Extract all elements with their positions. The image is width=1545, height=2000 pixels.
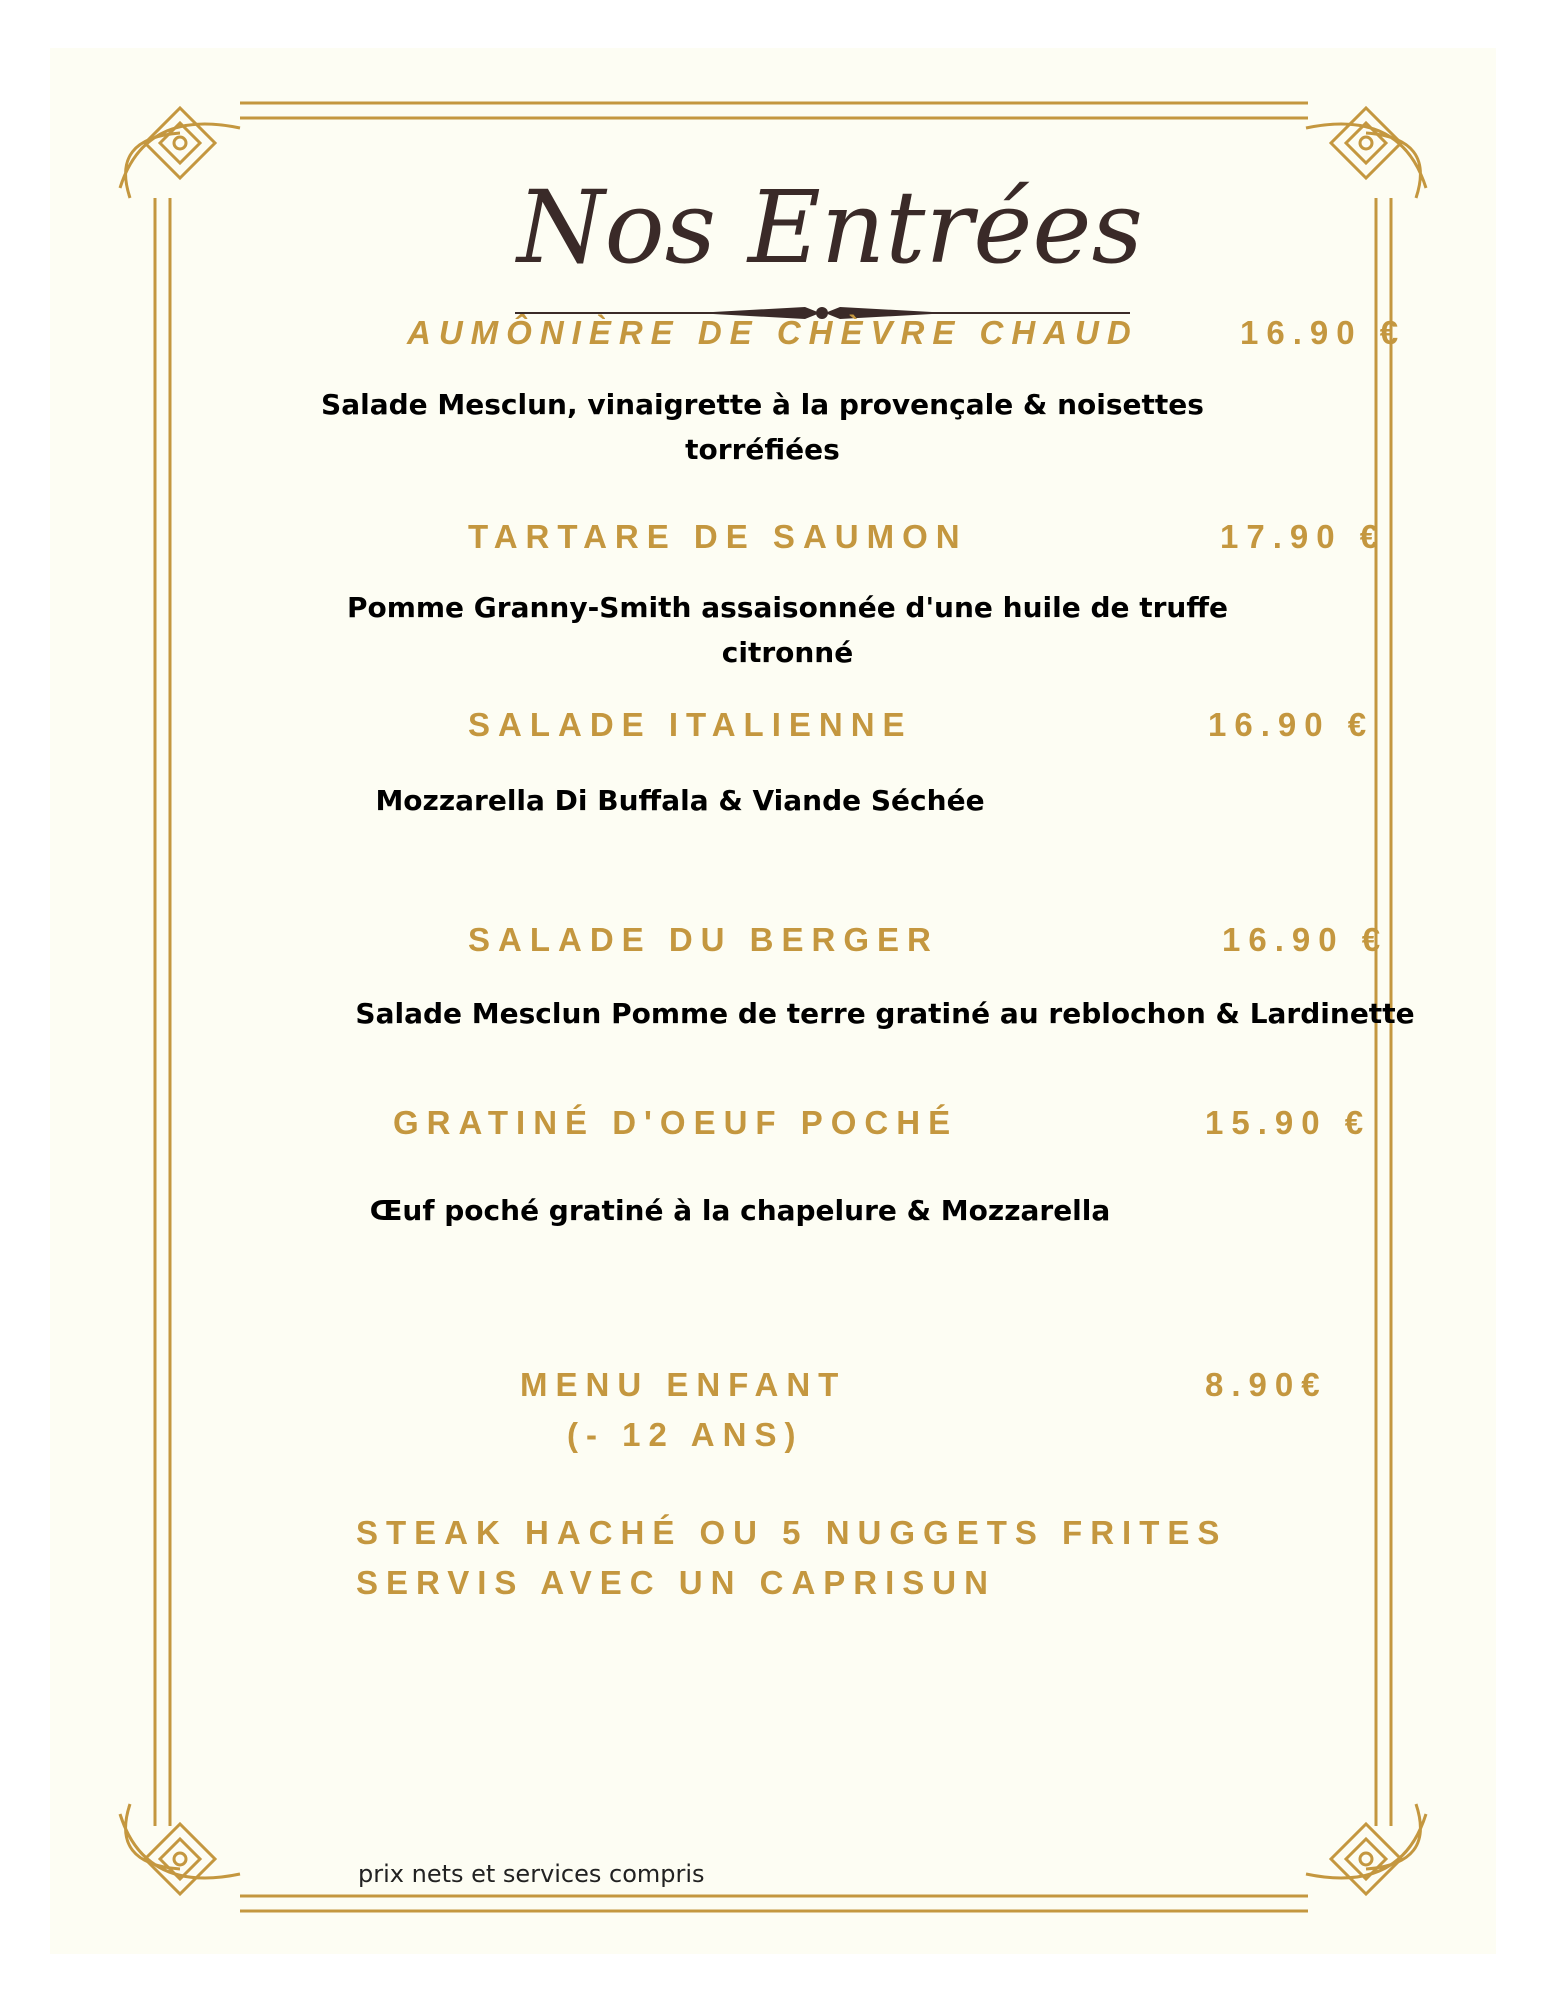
kids-menu-name: MENU ENFANT [520,1366,847,1403]
dish-price-berger: 16.90 € [1222,921,1389,958]
dish-name-saumon: TARTARE DE SAUMON [468,518,968,555]
dish-price-chevre: 16.90 € [1240,314,1407,351]
dish-name-chevre: AUMÔNIÈRE DE CHÈVRE CHAUD [407,314,1139,351]
footer-note: prix nets et services compris [358,1860,705,1888]
kids-menu-price: 8.90€ [1205,1366,1328,1403]
dish-name-italienne: SALADE ITALIENNE [468,706,913,743]
dish-description-berger: Salade Mesclun Pomme de terre gratiné au reblochon & Lardinette [355,997,1415,1030]
kids-menu-age: (- 12 ANS) [567,1416,804,1453]
dish-name-berger: SALADE DU BERGER [468,921,939,958]
dish-price-saumon: 17.90 € [1220,518,1387,555]
dish-name-oeuf: GRATINÉ D'OEUF POCHÉ [393,1104,959,1141]
page-title: Nos Entrées [517,169,1143,286]
dish-description-chevre: Salade Mesclun, vinaigrette à la provençale & noisettes torréfiées [321,388,1204,466]
kids-menu-description-line1: STEAK HACHÉ OU 5 NUGGETS FRITES [356,1514,1228,1551]
dish-price-oeuf: 15.90 € [1205,1104,1372,1141]
dish-description-italienne: Mozzarella Di Buffala & Viande Séchée [375,784,985,817]
dish-description-saumon: Pomme Granny-Smith assaisonnée d'une huile de truffe citronné [346,591,1229,669]
menu-page [50,48,1496,1954]
kids-menu-description-line2: SERVIS AVEC UN CAPRISUN [356,1564,996,1601]
dish-description-oeuf: Œuf poché gratiné à la chapelure & Mozzarella [369,1194,1111,1227]
dish-price-italienne: 16.90 € [1208,706,1375,743]
